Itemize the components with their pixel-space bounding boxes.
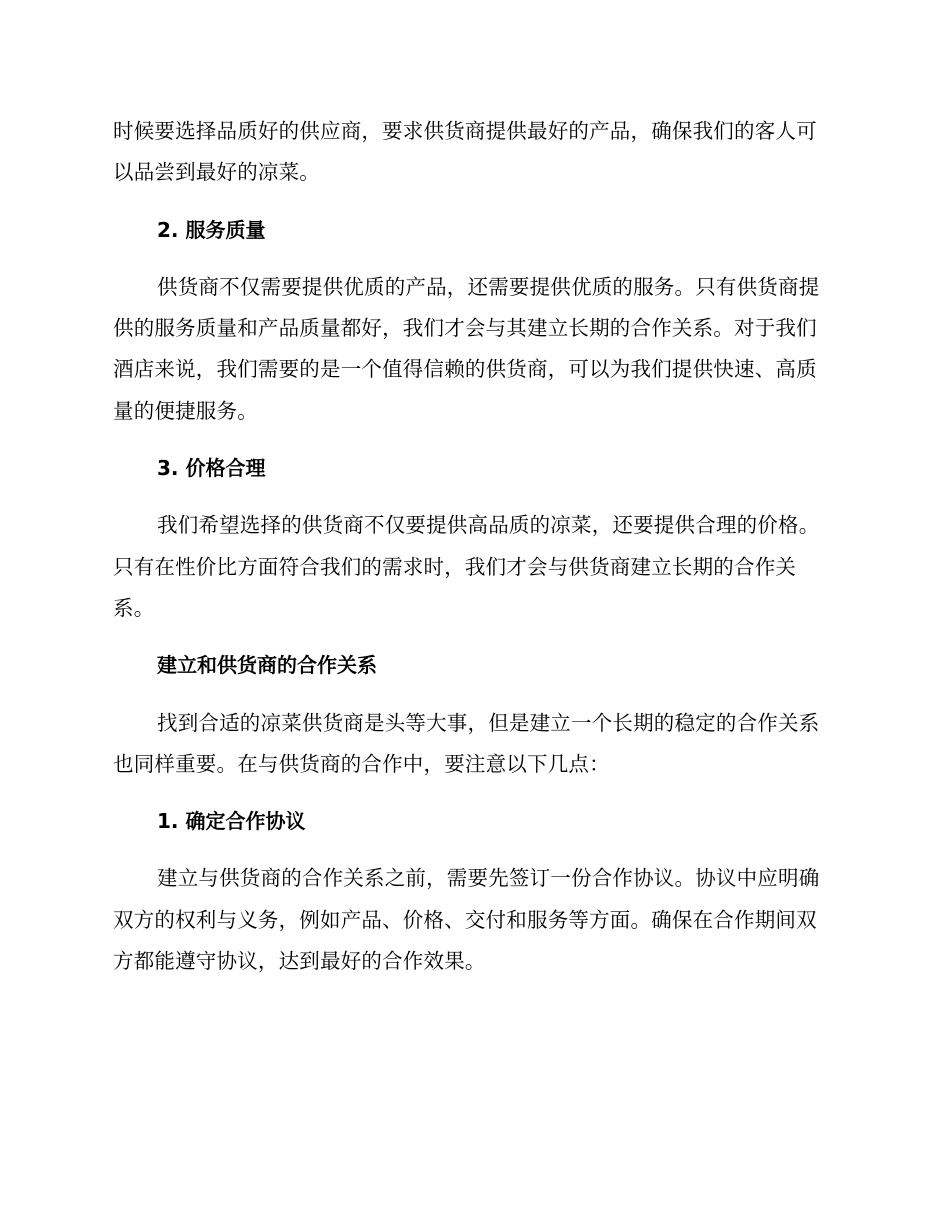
body-paragraph: 时候要选择品质好的供应商，要求供货商提供最好的产品，确保我们的客人可以品尝到最好的凉菜。	[113, 119, 817, 185]
section-heading: 建立和供货商的合作关系	[157, 653, 377, 678]
section-heading: 2. 服务质量	[157, 217, 266, 242]
section-heading: 3. 价格合理	[157, 456, 266, 481]
section-heading: 1. 确定合作协议	[157, 809, 306, 834]
body-paragraph: 建立与供货商的合作关系之前，需要先签订一份合作协议。协议中应明确双方的权利与义务，例如产品、价格、交付和服务等方面。确保在合作期间双方都能遵守协议，达到最好的合作效果。	[113, 866, 820, 974]
body-paragraph: 供货商不仅需要提供优质的产品，还需要提供优质的服务。只有供货商提供的服务质量和产品质量都好，我们才会与其建立长期的合作关系。对于我们酒店来说，我们需要的是一个值得信赖的供货商，可以为我们提供快速、高质量的便捷服务。	[113, 274, 820, 423]
body-paragraph: 找到合适的凉菜供货商是头等大事，但是建立一个长期的稳定的合作关系也同样重要。在与供货商的合作中，要注意以下几点：	[113, 710, 820, 776]
document-body	[113, 111, 837, 998]
body-paragraph: 我们希望选择的供货商不仅要提供高品质的凉菜，还要提供合理的价格。只有在性价比方面符合我们的需求时，我们才会与供货商建立长期的合作关系。	[113, 513, 820, 620]
